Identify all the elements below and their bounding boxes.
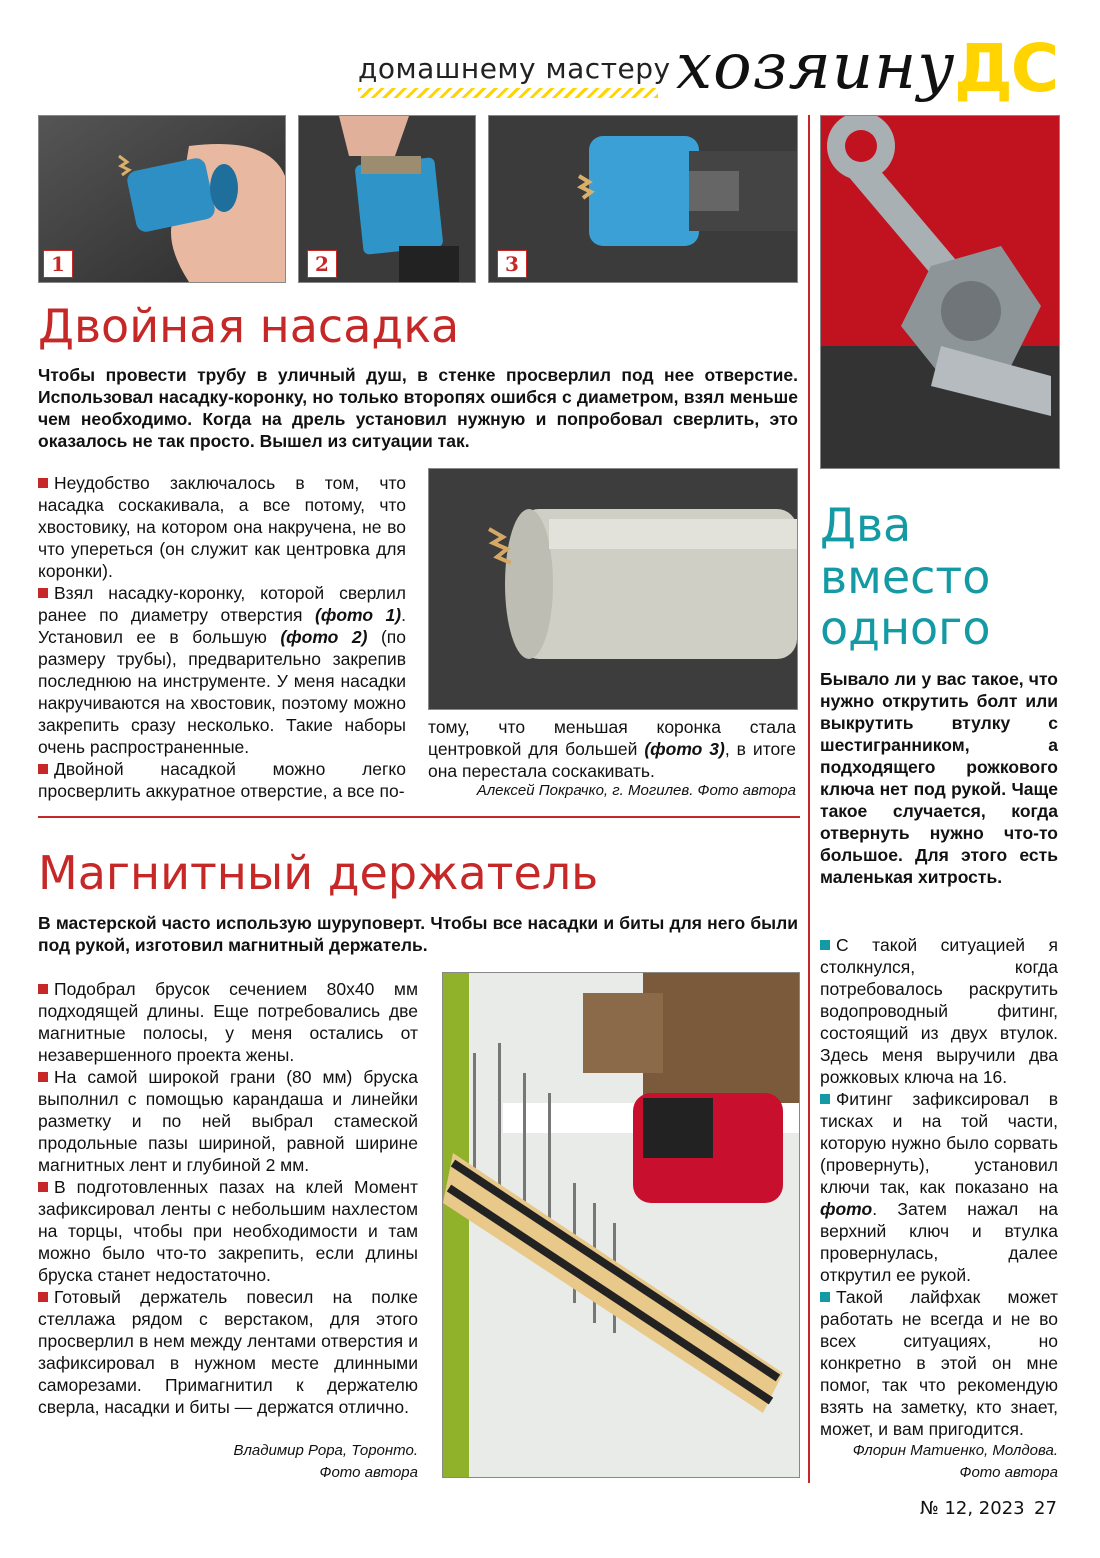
article-3-paragraph-1: С такой ситуацией я столкнулся, когда потребовалось раскрутить водопроводный фитинг, состоящий из двух втулок. Здесь меня выручили два рожковых ключа на 16. [820, 935, 1058, 1087]
rubric-zigzag-underline [358, 88, 658, 98]
photo-2 [298, 115, 476, 283]
rubric-section-label: домашнему мастеру [358, 52, 671, 85]
page-number: 27 [1034, 1498, 1057, 1519]
article-1-title: Двойная насадка [38, 299, 460, 353]
bullet-square-icon [38, 588, 48, 598]
bullet-square-icon [38, 1182, 48, 1192]
bullet-square-icon [820, 1094, 830, 1104]
article-2-paragraph-4: Готовый держатель повесил на полке стеллажа рядом с верстаком, для этого просверлил в нем между лентами отверстия и зафиксировал в нужном месте длинными саморезами. Примагнитил к держателю сверла, насадки и биты — держатся отлично. [38, 1287, 418, 1417]
article-3-body [820, 934, 1058, 1440]
article-1-paragraph-1: Неудобство заключалось в том, что насадка соскакивала, а все потому, что хвостовику, на котором она накручена, не во что упереться (он служит как центровка для коронки). [38, 473, 406, 581]
bullet-square-icon [820, 1292, 830, 1302]
article-1-paragraph-3: Двойной насадкой можно легко просверлить аккуратное отверстие, а все по- [38, 759, 406, 801]
magazine-logo: ДС [954, 30, 1058, 107]
rubric-title: хозяину [676, 30, 956, 104]
article-2-credit: Владимир Рора, Торонто. Фото автора [233, 1442, 418, 1481]
article-1-lead: Чтобы провести трубу в уличный душ, в стенке просверлил под нее отверстие. Использовал насадку-коронку, но только второпях ошибся с диаметром, взял меньше чем необходимо. Когда на дрель установил нужную и попробовал сверлить, это оказалось не так просто. Вышел из ситуации так. [38, 365, 798, 451]
bullet-square-icon [820, 940, 830, 950]
article-1-paragraph-2: Взял насадку-коронку, которой сверлил ранее по диаметру отверстия (фото 1). Установил ее в большую (фото 2) (по размеру трубы), предварительно закрепив последнюю на инструменте. У меня насадки накручиваются на хвостовик, поэтому можно закрепить сразу несколько. Такие наборы очень распространенные. [38, 583, 406, 757]
photo-magnetic-holder [442, 972, 800, 1478]
article-1-credit: Алексей Покрачко, г. Могилев. Фото автора [476, 782, 796, 799]
article-3-lead: Бывало ли у вас такое, что нужно открутить болт или выкрутить втулку с шестигранником, а подходящего рожкового ключа нет под рукой. Чаще такое случается, когда отвернуть нужно что-то большое. Для этого есть маленькая хитрость. [820, 669, 1058, 887]
article-2-body [38, 978, 418, 1418]
column-divider [808, 115, 810, 1483]
bullet-square-icon [38, 1292, 48, 1302]
article-2-title: Магнитный держатель [38, 846, 599, 900]
article-3-credit: Флорин Матиенко, Молдова. Фото автора [852, 1442, 1058, 1481]
photo-1 [38, 115, 286, 283]
photo-wrenches [820, 115, 1060, 469]
photo-3-number: 3 [497, 250, 527, 278]
bullet-square-icon [38, 1072, 48, 1082]
article-1-body-right [428, 716, 796, 782]
bullet-square-icon [38, 984, 48, 994]
article-2-paragraph-2: На самой широкой грани (80 мм) бруска выполнил с помощью карандаша и линейки разметку и по ней выбрал стамеской продольные пазы шириной, равной ширине магнитных лент и глубиной 2 мм. [38, 1067, 418, 1175]
article-2-paragraph-1: Подобрал брусок сечением 80х40 мм подходящей длины. Еще потребовались две магнитные полосы, у меня остались от незавершенного проекта жены. [38, 979, 418, 1065]
bullet-square-icon [38, 764, 48, 774]
issue-number: № 12, 2023 [920, 1498, 1025, 1519]
photo-pipe [428, 468, 798, 710]
article-2-paragraph-3: В подготовленных пазах на клей Момент зафиксировал ленты с небольшим нахлестом на торцы, чтобы при необходимости и там можно было что-то закрепить, если длины бруска станет недостаточно. [38, 1177, 418, 1285]
photo-2-number: 2 [307, 250, 337, 278]
photo-3 [488, 115, 798, 283]
article-3-title: Два вместо одного [820, 498, 991, 656]
article-3-paragraph-3: Такой лайфхак может работать не всегда и не во всех ситуациях, но конкретно в этой он мне помог, так что рекомендую взять на заметку, кто знает, может, и вам пригодится. [820, 1287, 1058, 1439]
article-1-body-left [38, 472, 406, 802]
bullet-square-icon [38, 478, 48, 488]
photo-1-number: 1 [43, 250, 73, 278]
article-1-paragraph-4: тому, что меньшая коронка стала центровкой для большей (фото 3), в итоге она перестала соскакивать. [428, 717, 796, 781]
article-3-paragraph-2: Фитинг зафиксировал в тисках и на той части, которую нужно было сорвать (провернуть), установил ключи так, как показано на фото. Затем нажал на верхний ключ и втулка провернулась, далее открутил ее рукой. [820, 1089, 1058, 1285]
article-separator [38, 816, 800, 818]
article-2-lead: В мастерской часто использую шуруповерт. Чтобы все насадки и биты для него были под рукой, изготовил магнитный держатель. [38, 913, 798, 955]
